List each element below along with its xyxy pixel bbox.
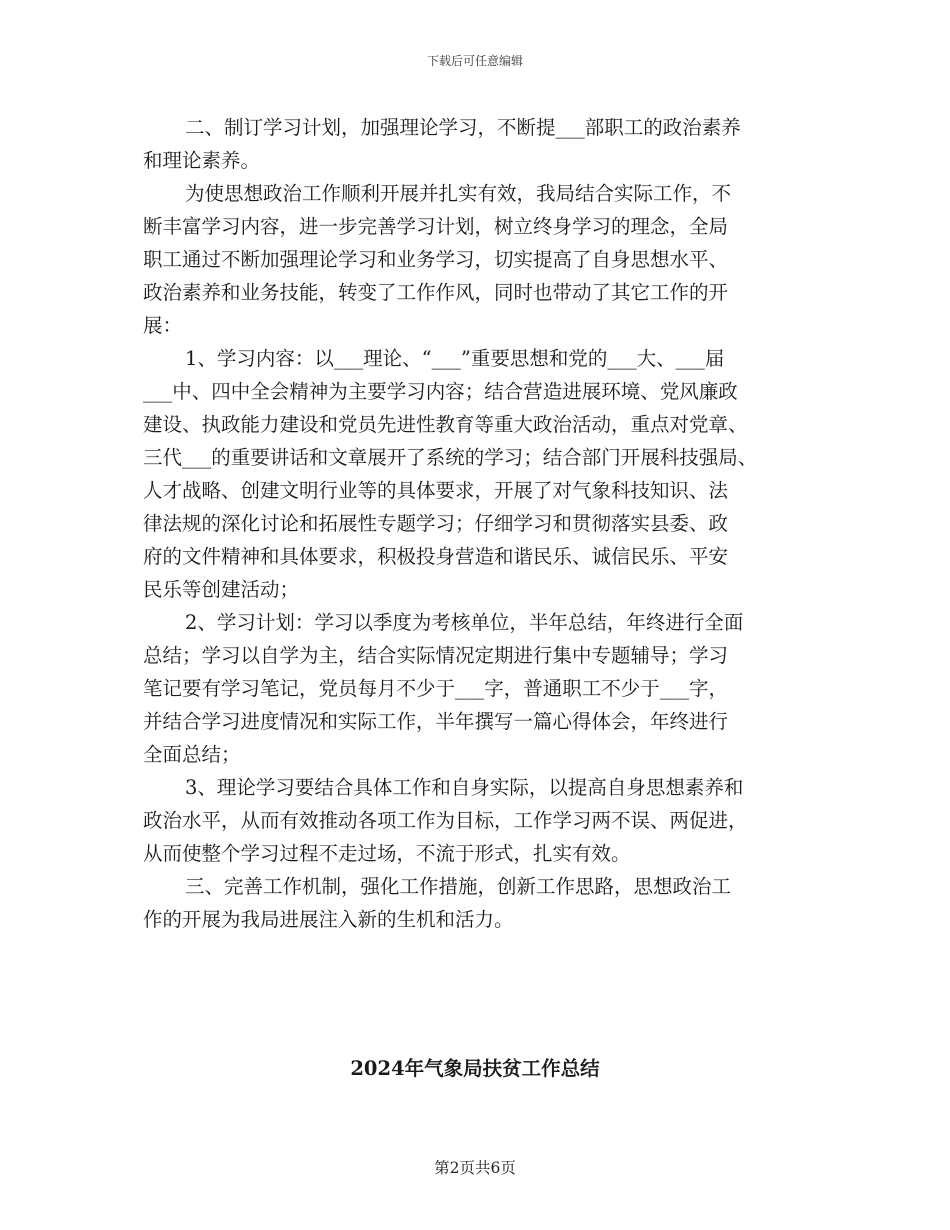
paragraph-line: 民乐等创建活动； <box>143 578 300 601</box>
paragraph-line: 并结合学习进度情况和实际工作，半年撰写一篇心得体会，年终进行 <box>143 710 729 733</box>
paragraph-line: 从而使整个学习过程不走过场，不流于形式，扎实有效。 <box>143 842 631 865</box>
paragraph <box>143 342 813 606</box>
paragraph-line: 为使思想政治工作顺利开展并扎实有效，我局结合实际工作，不 <box>185 182 732 205</box>
paragraph <box>143 111 813 177</box>
document-body <box>143 111 813 936</box>
paragraph-line: 2、学习计划：学习以季度为考核单位，半年总结，年终进行全面 <box>185 611 744 634</box>
paragraph-line: 1、学习内容：以___理论、“___”重要思想和党的___大、___届 <box>185 347 725 370</box>
paragraph-line: 建设、执政能力建设和党员先进性教育等重大政治活动，重点对党章、 <box>143 413 748 436</box>
paragraph-line: 律法规的深化讨论和拓展性专题学习；仔细学习和贯彻落实县委、政 <box>143 512 729 535</box>
paragraph-line: 三、完善工作机制，强化工作措施，创新工作思路，思想政治工 <box>185 875 732 898</box>
paragraph-line: 3、理论学习要结合具体工作和自身实际，以提高自身思想素养和 <box>185 776 744 799</box>
paragraph-line: 作的开展为我局进展注入新的生机和活力。 <box>143 908 514 931</box>
paragraph <box>143 870 813 936</box>
section-title: 2024年气象局扶贫工作总结 <box>350 1057 600 1080</box>
paragraph-line: 政治水平，从而有效推动各项工作为目标，工作学习两不误、两促进， <box>143 809 748 832</box>
paragraph-line: 职工通过不断加强理论学习和业务学习，切实提高了自身思想水平、 <box>143 248 729 271</box>
paragraph-line: 二、制订学习计划，加强理论学习，不断提___部职工的政治素养 <box>185 116 741 139</box>
paragraph-line: 府的文件精神和具体要求，积极投身营造和谐民乐、诚信民乐、平安 <box>143 545 729 568</box>
page-header: 下载后可任意编辑 <box>426 54 523 68</box>
paragraph-line: 政治素养和业务技能，转变了工作作风，同时也带动了其它工作的开 <box>143 281 729 304</box>
paragraph-line: 全面总结； <box>143 743 241 766</box>
paragraph-line: 人才战略、创建文明行业等的具体要求，开展了对气象科技知识、法 <box>143 479 729 502</box>
paragraph-line: 总结；学习以自学为主，结合实际情况定期进行集中专题辅导；学习 <box>143 644 729 667</box>
paragraph-line: 三代___的重要讲话和文章展开了系统的学习；结合部门开展科技强局、 <box>143 446 758 469</box>
paragraph <box>143 606 813 771</box>
paragraph-line: 展： <box>143 314 183 337</box>
paragraph <box>143 177 813 342</box>
paragraph <box>143 771 813 870</box>
paragraph-line: 断丰富学习内容，进一步完善学习计划，树立终身学习的理念，全局 <box>143 215 729 238</box>
paragraph-line: 笔记要有学习笔记，党员每月不少于___字，普通职工不少于___字， <box>143 677 729 700</box>
page-footer: 第2页共6页 <box>434 1159 516 1177</box>
paragraph-line: 和理论素养。 <box>143 149 261 172</box>
paragraph-line: ___中、四中全会精神为主要学习内容；结合营造进展环境、党风廉政 <box>143 380 738 403</box>
